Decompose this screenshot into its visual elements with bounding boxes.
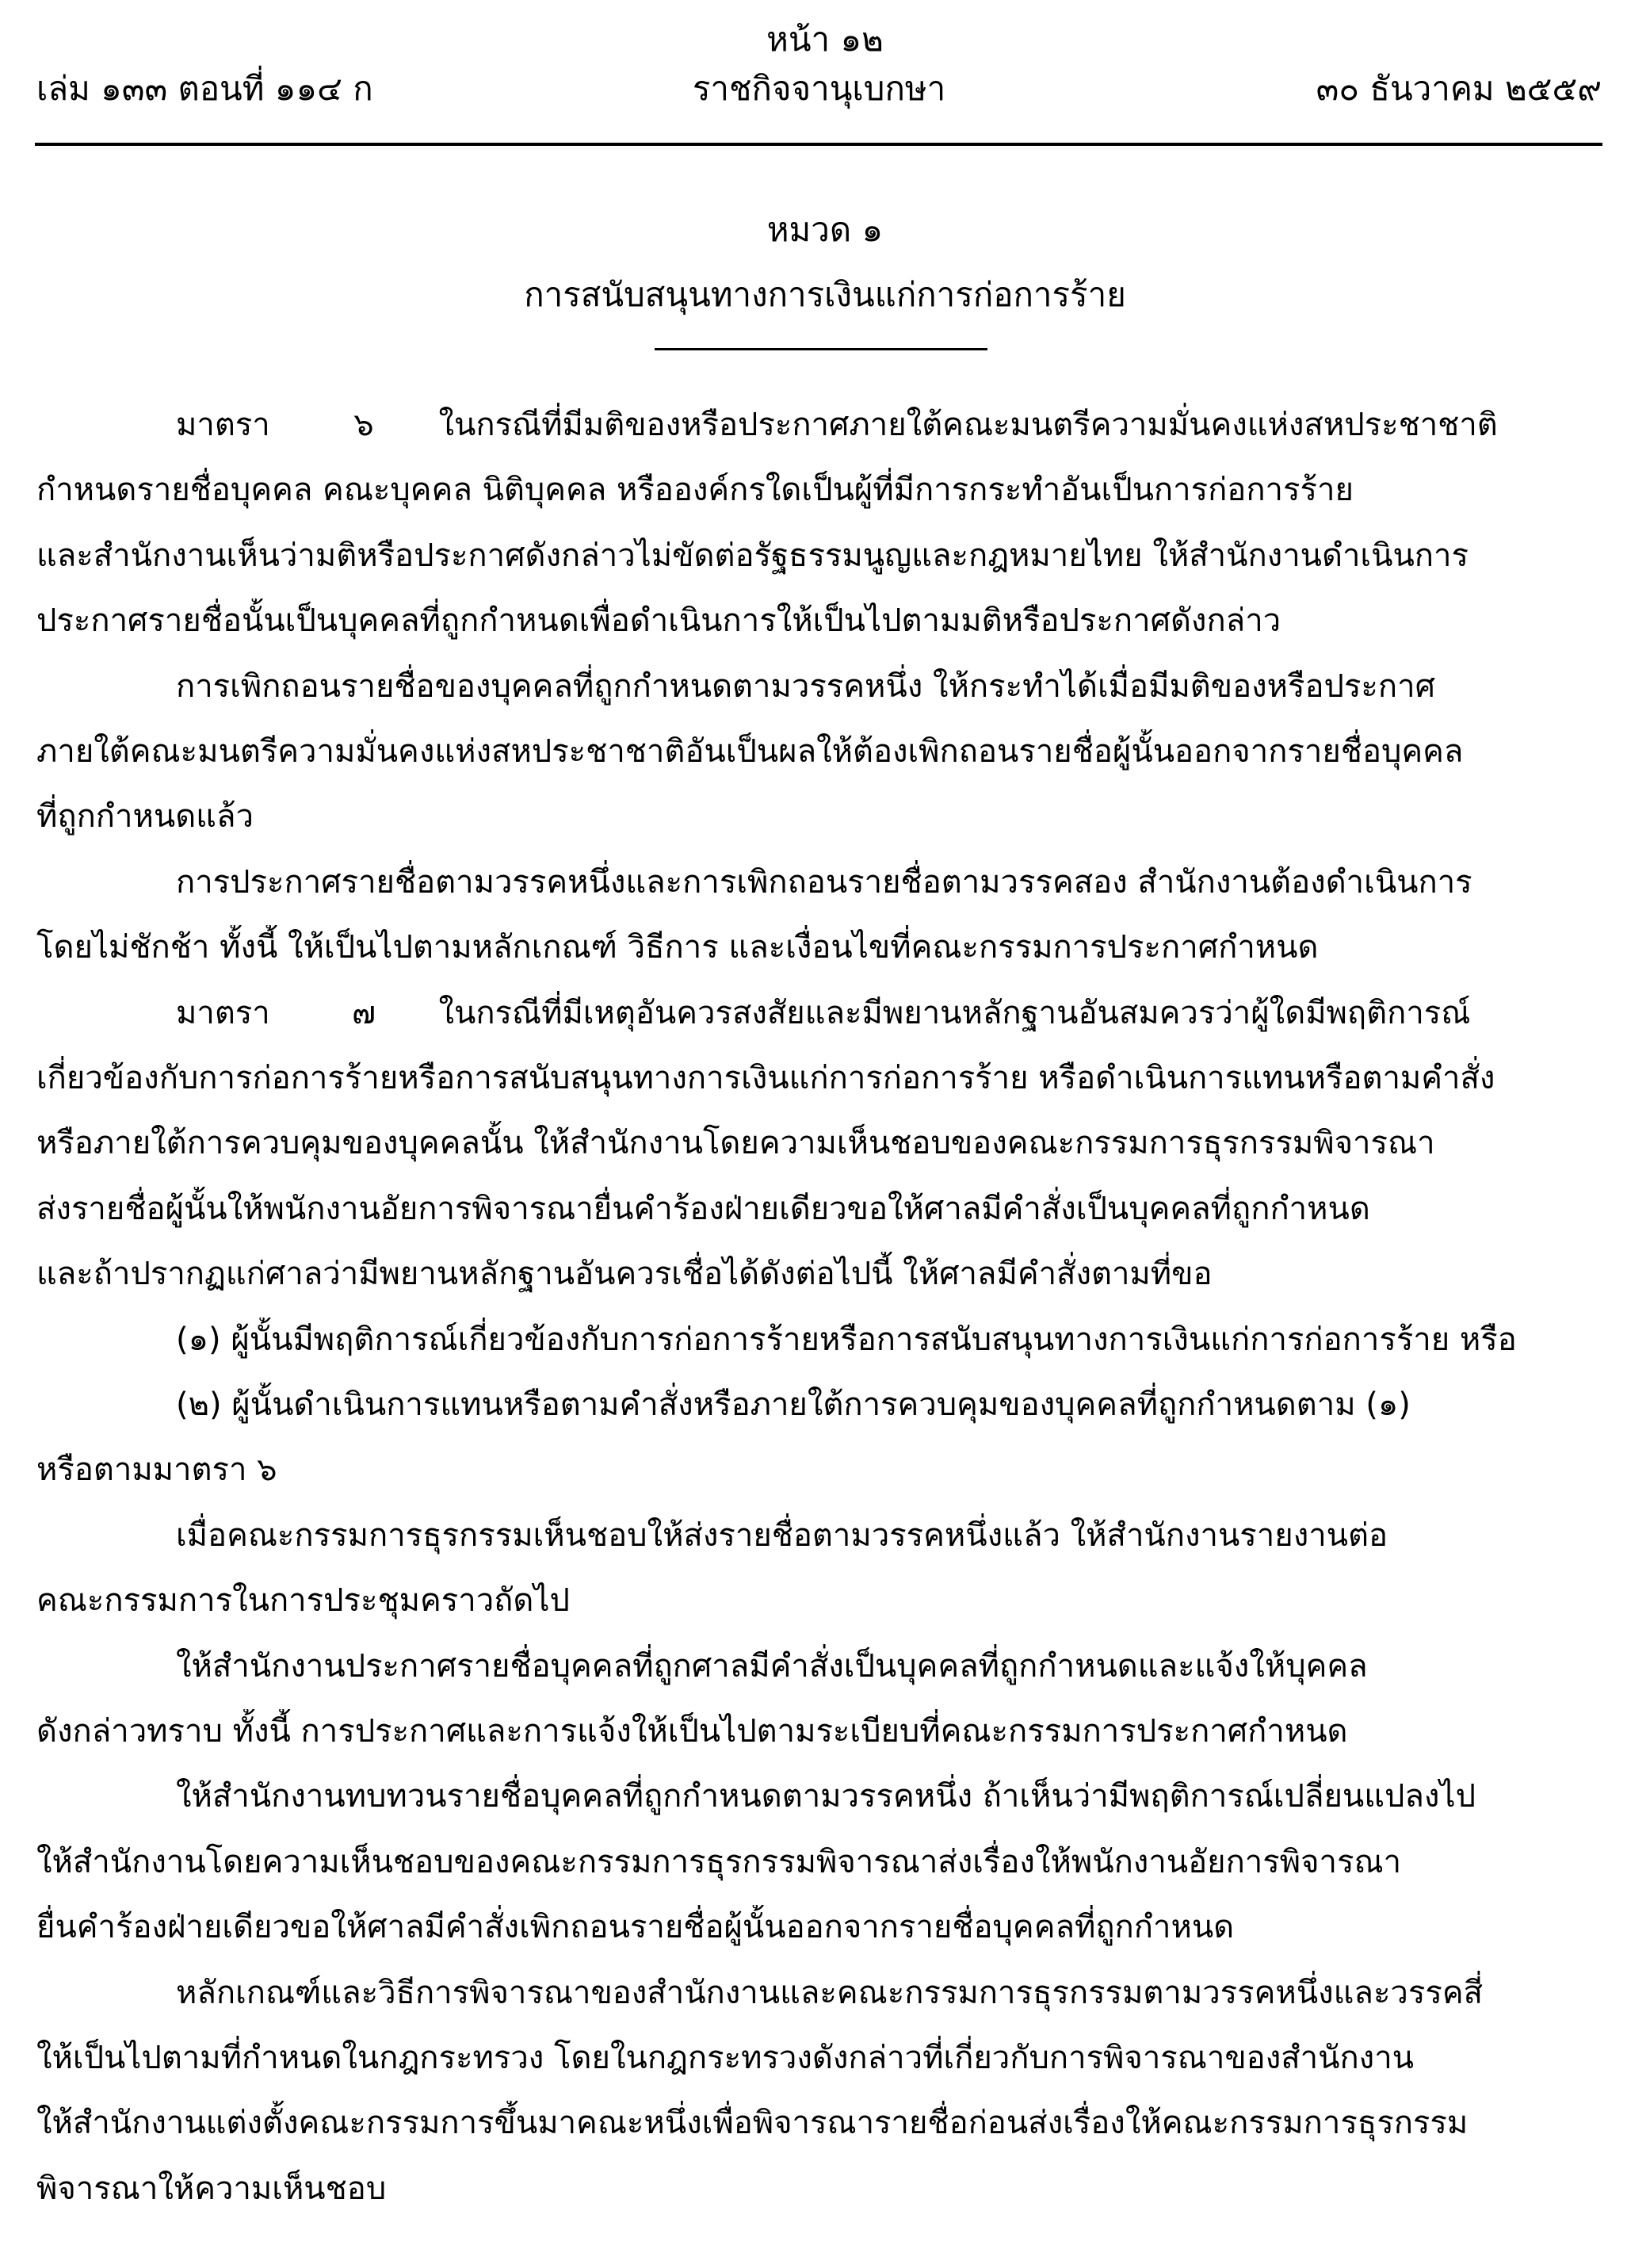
- section-number: ๗: [351, 995, 376, 1031]
- page-number: หน้า ๑๒: [766, 20, 884, 59]
- text-line: เกี่ยวข้องกับการก่อการร้ายหรือการสนับสนุนทางการเงินแก่การก่อการร้าย หรือดำเนินการแทนหรือตามคำสั่ง: [36, 1060, 1495, 1096]
- text-line: ให้สำนักงานโดยความเห็นชอบของคณะกรรมการธุรกรรมพิจารณาส่งเรื่องให้พนักงานอัยการพิจารณา: [36, 1844, 1402, 1880]
- text-line: กำหนดรายชื่อบุคคล คณะบุคคล นิติบุคคล หรือองค์กรใดเป็นผู้ที่มีการกระทำอันเป็นการก่อการร้าย: [36, 472, 1354, 508]
- section-label: มาตรา: [176, 995, 270, 1031]
- text-line: ให้สำนักงานทบทวนรายชื่อบุคคลที่ถูกกำหนดตามวรรคหนึ่ง ถ้าเห็นว่ามีพฤติการณ์เปลี่ยนแปลงไป: [176, 1778, 1476, 1815]
- text-line: ที่ถูกกำหนดแล้ว: [36, 798, 254, 835]
- section-text: ในกรณีที่มีมติของหรือประกาศภายใต้คณะมนตรีความมั่นคงแห่งสหประชาชาติ: [438, 407, 1498, 443]
- text-line: ส่งรายชื่อผู้นั้นให้พนักงานอัยการพิจารณายื่นคำร้องฝ่ายเดียวขอให้ศาลมีคำสั่งเป็นบุคคลที่ถูกกำหนด: [36, 1191, 1370, 1227]
- section-label: มาตรา: [176, 407, 270, 443]
- section-7-line-1: [176, 991, 1602, 1038]
- text-line: โดยไม่ชักช้า ทั้งนี้ ให้เป็นไปตามหลักเกณฑ์ วิธีการ และเงื่อนไขที่คณะกรรมการประกาศกำหนด: [36, 929, 1319, 966]
- text-line: ภายใต้คณะมนตรีความมั่นคงแห่งสหประชาชาติอันเป็นผลให้ต้องเพิกถอนรายชื่อผู้นั้นออกจากรายชื่อบุคคล: [36, 733, 1464, 770]
- text-line: พิจารณาให้ความเห็นชอบ: [36, 2170, 387, 2207]
- text-line: หรือตามมาตรา ๖: [36, 1451, 277, 1488]
- text-line: เมื่อคณะกรรมการธุรกรรมเห็นชอบให้ส่งรายชื่อตามวรรคหนึ่งแล้ว ให้สำนักงานรายงานต่อ: [176, 1517, 1388, 1554]
- chapter-divider: [655, 348, 987, 350]
- section-number: ๖: [353, 407, 374, 443]
- text-line: ยื่นคำร้องฝ่ายเดียวขอให้ศาลมีคำสั่งเพิกถอนรายชื่อผู้นั้นออกจากรายชื่อบุคคลที่ถูกกำหนด: [36, 1909, 1235, 1945]
- chapter-subtitle: การสนับสนุนทางการเงินแก่การก่อการร้าย: [524, 275, 1126, 314]
- list-item-2: (๒) ผู้นั้นดำเนินการแทนหรือตามคำสั่งหรือภายใต้การควบคุมของบุคคลที่ถูกกำหนดตาม (๑): [176, 1386, 1411, 1423]
- text-line: ประกาศรายชื่อนั้นเป็นบุคคลที่ถูกกำหนดเพื่อดำเนินการให้เป็นไปตามมติหรือประกาศดังกล่าว: [36, 602, 1281, 639]
- text-line: ให้สำนักงานประกาศรายชื่อบุคคลที่ถูกศาลมีคำสั่งเป็นบุคคลที่ถูกกำหนดและแจ้งให้บุคคล: [176, 1648, 1368, 1685]
- text-line: และสำนักงานเห็นว่ามติหรือประกาศดังกล่าวไม่ขัดต่อรัฐธรรมนูญและกฎหมายไทย ให้สำนักงานดำเนินการ: [36, 537, 1469, 574]
- publication-name: ราชกิจจานุเบกษา: [692, 69, 946, 108]
- chapter-title: หมวด ๑: [766, 210, 884, 249]
- text-line: หรือภายใต้การควบคุมของบุคคลนั้น ให้สำนักงานโดยความเห็นชอบของคณะกรรมการธุรกรรมพิจารณา: [36, 1125, 1435, 1161]
- publication-date: ๓๐ ธันวาคม ๒๕๕๙: [1316, 69, 1602, 108]
- volume-issue: เล่ม ๑๓๓ ตอนที่ ๑๑๔ ก: [36, 69, 373, 108]
- text-line: การประกาศรายชื่อตามวรรคหนึ่งและการเพิกถอนรายชื่อตามวรรคสอง สำนักงานต้องดำเนินการ: [176, 864, 1472, 901]
- running-header: [36, 67, 1602, 114]
- text-line: หลักเกณฑ์และวิธีการพิจารณาของสำนักงานและคณะกรรมการธุรกรรมตามวรรคหนึ่งและวรรคสี่: [176, 1975, 1484, 2011]
- text-line: และถ้าปรากฏแก่ศาลว่ามีพยานหลักฐานอันควรเชื่อได้ดังต่อไปนี้ ให้ศาลมีคำสั่งตามที่ขอ: [36, 1256, 1213, 1292]
- section-6-line-1: [176, 403, 1602, 450]
- text-line: การเพิกถอนรายชื่อของบุคคลที่ถูกกำหนดตามวรรคหนึ่ง ให้กระทำได้เมื่อมีมติของหรือประกาศ: [176, 668, 1435, 705]
- section-text: ในกรณีที่มีเหตุอันควรสงสัยและมีพยานหลักฐานอันสมควรว่าผู้ใดมีพฤติการณ์: [438, 995, 1471, 1031]
- text-line: ดังกล่าวทราบ ทั้งนี้ การประกาศและการแจ้งให้เป็นไปตามระเบียบที่คณะกรรมการประกาศกำหนด: [36, 1713, 1348, 1750]
- text-line: คณะกรรมการในการประชุมคราวถัดไป: [36, 1582, 570, 1619]
- list-item-1: (๑) ผู้นั้นมีพฤติการณ์เกี่ยวข้องกับการก่อการร้ายหรือการสนับสนุนทางการเงินแก่การก่อการร้าย หรือ: [176, 1321, 1517, 1358]
- header-divider: [35, 143, 1602, 146]
- text-line: ให้สำนักงานแต่งตั้งคณะกรรมการขึ้นมาคณะหนึ่งเพื่อพิจารณารายชื่อก่อนส่งเรื่องให้คณะกรรมการธุรกรรม: [36, 2105, 1469, 2141]
- text-line: ให้เป็นไปตามที่กำหนดในกฎกระทรวง โดยในกฎกระทรวงดังกล่าวที่เกี่ยวกับการพิจารณาของสำนักงาน: [36, 2040, 1415, 2076]
